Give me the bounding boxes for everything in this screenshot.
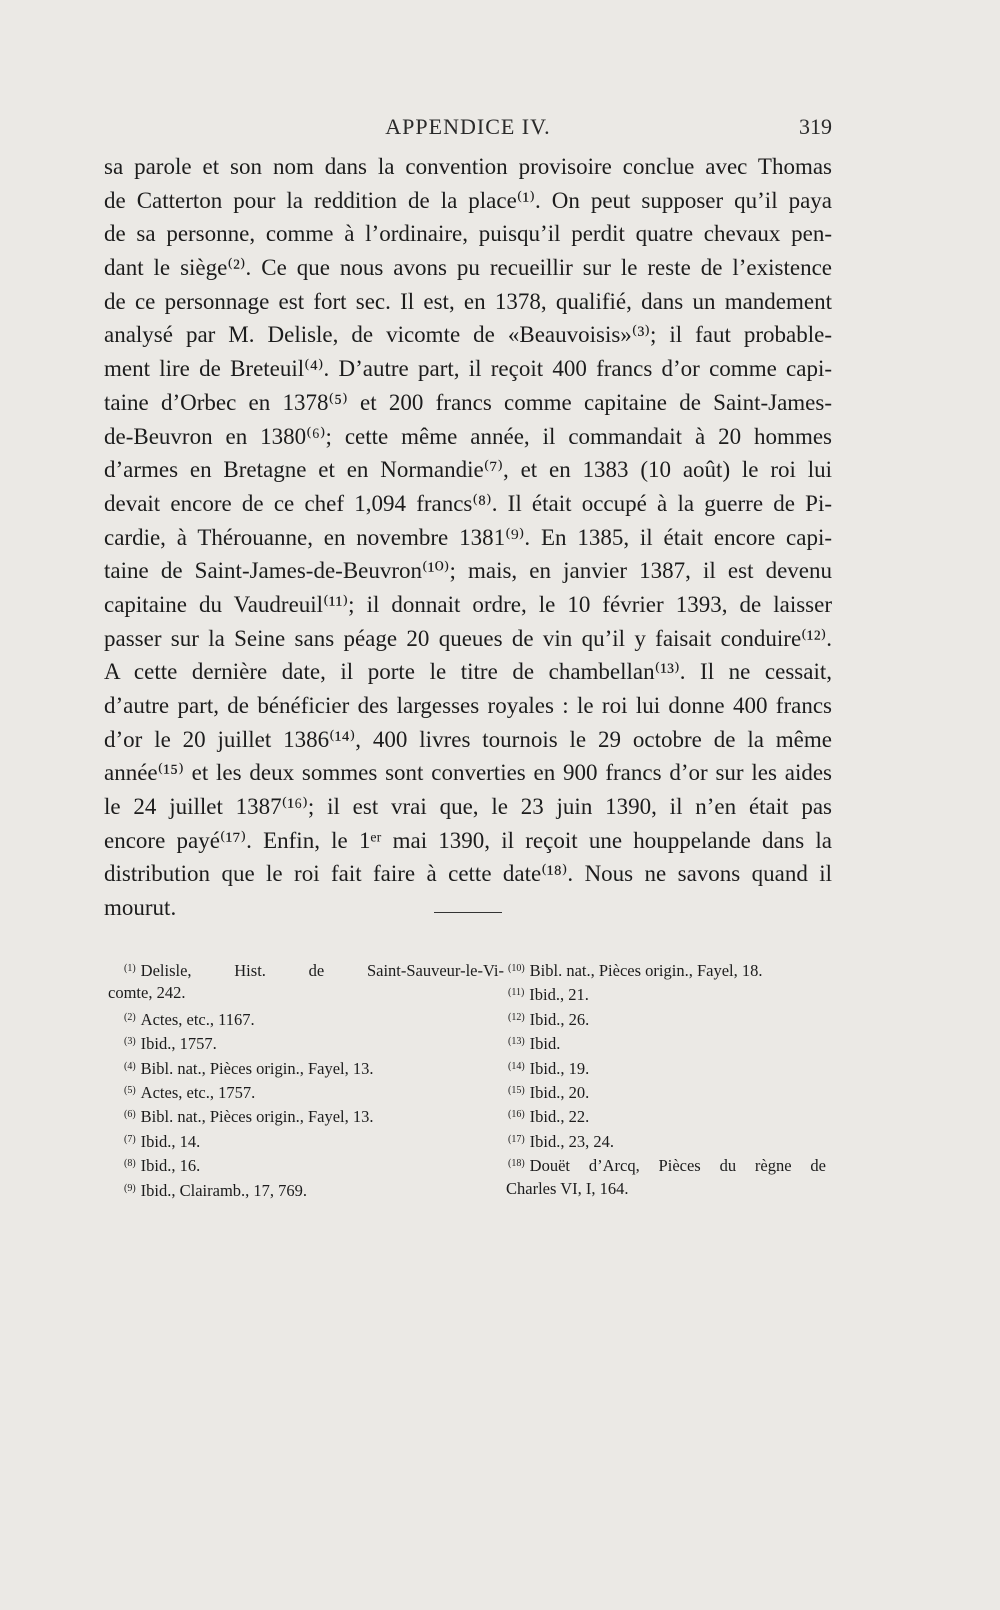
footnote: $^{(11)}$ Ibid., 21. — [508, 985, 589, 1005]
footnote: $^{(3)}$ Ibid., 1757. — [124, 1034, 217, 1054]
text-line: de ce personnage est fort sec. Il est, en 1378, qualifié, dans un mandement — [104, 288, 832, 314]
footnote: Charles VI, I, 164. — [506, 1178, 629, 1198]
footnote: $^{(13)}$ Ibid. — [508, 1034, 561, 1054]
text-line: taine de Saint-James-de-Beuvron⁽¹⁰⁾; mais, en janvier 1387, il est devenu — [104, 558, 832, 584]
text-line: d’armes en Bretagne et en Normandie⁽⁷⁾, et en 1383 (10 août) le roi lui — [104, 457, 832, 483]
footnote: $^{(10)}$ Bibl. nat., Pièces origin., Fayel, 18. — [508, 961, 763, 980]
footnote: $^{(8)}$ Ibid., 16. — [124, 1156, 201, 1176]
text-line: analysé par M. Delisle, de vicomte de «Beauvoisis»⁽³⁾; il faut probable- — [104, 322, 832, 348]
footnote: $^{(6)}$ Bibl. nat., Pièces origin., Fayel, 13. — [124, 1107, 374, 1127]
text-line: taine d’Orbec en 1378⁽⁵⁾ et 200 francs comme capitaine de Saint-James- — [104, 389, 832, 415]
text-line: d’or le 20 juillet 1386⁽¹⁴⁾, 400 livres tournois le 29 octobre de la même — [104, 726, 832, 752]
text-line: d’autre part, de bénéficier des largesses royales : le roi lui donne 400 francs — [104, 693, 832, 718]
footnote: comte, 242. — [108, 983, 186, 1003]
text-line: capitaine du Vaudreuil⁽¹¹⁾; il donnait ordre, le 10 février 1393, de laisser — [104, 591, 832, 617]
footnote-divider — [434, 912, 502, 913]
footnote: $^{(17)}$ Ibid., 23, 24. — [508, 1131, 615, 1151]
text-line: sa parole et son nom dans la convention provisoire conclue avec Thomas — [104, 154, 832, 179]
page-header — [104, 114, 832, 148]
footnotes-right-column — [508, 957, 826, 1201]
text-line: le 24 juillet 1387⁽¹⁶⁾; il est vrai que, le 23 juin 1390, il n’en était pas — [104, 794, 832, 820]
text-line: encore payé⁽¹⁷⁾. Enfin, le 1ᵉʳ mai 1390, il reçoit une houppelande dans la — [104, 827, 832, 853]
text-line: année⁽¹⁵⁾ et les deux sommes sont converties en 900 francs d’or sur les aides — [104, 760, 832, 786]
text-line: ment lire de Breteuil⁽⁴⁾. D’autre part, il reçoit 400 francs d’or comme capi- — [104, 356, 832, 382]
footnote: $^{(16)}$ Ibid., 22. — [508, 1107, 590, 1127]
footnote: $^{(9)}$ Ibid., Clairamb., 17, 769. — [124, 1180, 308, 1200]
text-line: mourut. — [104, 895, 177, 921]
text-line: distribution que le roi fait faire à cette date⁽¹⁸⁾. Nous ne savons quand il — [104, 861, 832, 887]
running-head: APPENDICE IV. — [385, 114, 551, 139]
text-line: de-Beuvron en 1380⁽⁶⁾; cette même année, il commandait à 20 hommes — [104, 423, 832, 449]
footnote: $^{(15)}$ Ibid., 20. — [508, 1082, 590, 1102]
text-line: passer sur la Seine sans péage 20 queues de vin qu’il y faisait conduire⁽¹²⁾. — [104, 625, 832, 651]
footnote: $^{(12)}$ Ibid., 26. — [508, 1009, 590, 1029]
text-line: dant le siège⁽²⁾. Ce que nous avons pu recueillir sur le reste de l’existence — [104, 255, 832, 281]
main-text — [104, 150, 832, 925]
text-line: de sa personne, comme à l’ordinaire, puisqu’il perdit quatre chevaux pen- — [104, 221, 832, 247]
footnote: $^{(4)}$ Bibl. nat., Pièces origin., Fayel, 13. — [124, 1058, 374, 1078]
footnote: $^{(14)}$ Ibid., 19. — [508, 1058, 590, 1078]
text-line: A cette dernière date, il porte le titre de chambellan⁽¹³⁾. Il ne cessait, — [104, 659, 832, 685]
footnotes-left-column — [108, 957, 504, 1201]
text-line: cardie, à Thérouanne, en novembre 1381⁽⁹⁾. En 1385, il était encore capi- — [104, 524, 832, 550]
footnote: $^{(1)}$ Delisle, Hist. de Saint-Sauveur-le-Vi- — [124, 961, 504, 980]
text-line: devait encore de ce chef 1,094 francs⁽⁸⁾. Il était occupé à la guerre de Pi- — [104, 490, 832, 516]
footnote: $^{(2)}$ Actes, etc., 1167. — [124, 1009, 255, 1029]
page-number: 319 — [799, 114, 832, 139]
footnote: $^{(7)}$ Ibid., 14. — [124, 1131, 201, 1151]
footnote: $^{(18)}$ Douët d’Arcq, Pièces du règne de — [508, 1156, 826, 1176]
text-line: de Catterton pour la reddition de la place⁽¹⁾. On peut supposer qu’il paya — [104, 187, 832, 213]
footnote: $^{(5)}$ Actes, etc., 1757. — [124, 1082, 256, 1102]
